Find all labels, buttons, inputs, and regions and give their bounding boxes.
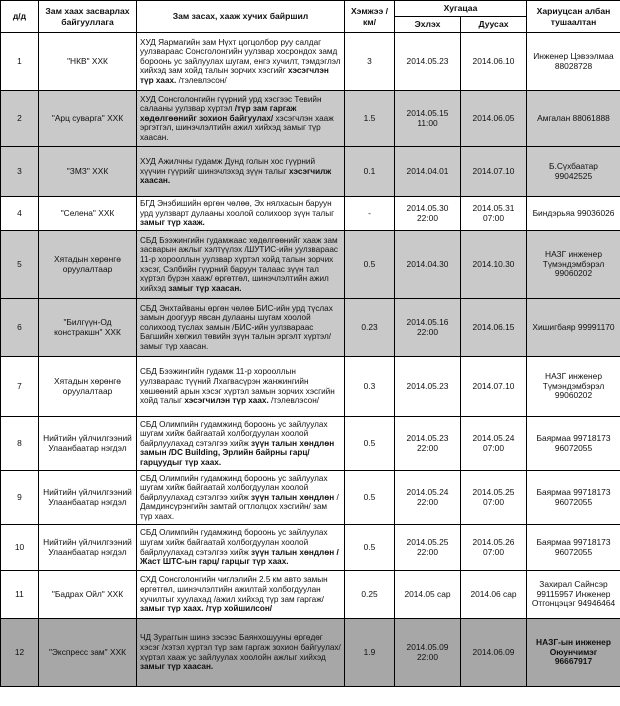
- table-row: [1, 231, 620, 299]
- row-desc: ЧД Зураггын шинэ зэсээс Баянхошууны өргөдөг хэсэг /хэтэл хүртэл түр зам гаргаж зохион байгуулах/ хүртэл хааж ус зайлуулах хоолойн ажлыг хийхэд замыг түр хаасан.: [137, 619, 345, 687]
- row-desc: СХД Сонсголонгийн чиглэлийн 2.5 км авто замын өргөтгөл, шинэчлэлтийн ажилтай холбогдуулан хучилтыг хуулахад /ажил хийхэд түр зам гаргаж/ замыг түр хаах. /түр хойшилсон/: [137, 571, 345, 619]
- row-org: "Селена" ХХК: [39, 197, 137, 231]
- row-size: 0.3: [345, 357, 395, 417]
- row-num: 3: [1, 147, 39, 197]
- row-size: 0.5: [345, 231, 395, 299]
- row-official: Захирал Сайнсэр 99115957 Инженер Отгонцэцэг 94946464: [527, 571, 620, 619]
- row-desc: СБД Бээжингийн гудамж 11-р хорооллын уулзвараас түүний Лхагвасүрэн жанжингийн хөшөөний арын хэсэг хүртэл замын зорчих хэсгийн хойд талыг хэсэгчилэн түр хаах. /тэлевлэсон/: [137, 357, 345, 417]
- header-num: д/д: [1, 1, 39, 33]
- row-org: Хятадын хөрөнгө оруулалтаар: [39, 357, 137, 417]
- row-org: Нийтийн үйлчилгээний Улаанбаатар нэгдэл: [39, 417, 137, 471]
- table-row: [1, 33, 620, 91]
- row-org: Нийтийн үйлчилгээний Улаанбаатар нэгдэл: [39, 471, 137, 525]
- row-num: 4: [1, 197, 39, 231]
- row-size: -: [345, 197, 395, 231]
- row-num: 6: [1, 299, 39, 357]
- row-size: 1.5: [345, 91, 395, 147]
- header-end: Дуусах: [461, 17, 527, 33]
- row-num: 11: [1, 571, 39, 619]
- header-location: Зам засах, хааж хучих байршил: [137, 1, 345, 33]
- row-desc: СБД Олимпийн гудамжинд бороонь ус зайлуулах шугам хийж байгаатай холбогдуулан хоолой байрлуулахад сэтэлгээ хийж зүүн талын хөндлөн замын /DC Building, Эрлийн байрны гарц/ гарцуудыг түр хаах.: [137, 417, 345, 471]
- row-end: 2014.10.30: [461, 231, 527, 299]
- row-official: НАЗГ-ын инженер Оюунчимэг 96667917: [527, 619, 620, 687]
- row-desc: СБД Олимпийн гудамжинд бороонь ус зайлуулах шугам хийж байгаатай холбогдуулан хоолой байрлуулахад сэтэлгээ хийж зүүн талын хөндлөн /Дамдинсүрэнгийн замтай огтлолцох хэсгийн/ зам түр хаах.: [137, 471, 345, 525]
- row-end: 2014.06.10: [461, 33, 527, 91]
- row-official: НАЗГ инженер Түмэндэмбэрэл 99060202: [527, 357, 620, 417]
- row-end: 2014.05.26 07:00: [461, 525, 527, 571]
- row-org: "Бадрах Ойл" ХХК: [39, 571, 137, 619]
- row-desc: СБД Бээжингийн гудамжаас хөдөлгөөнийг хааж зам засварын ажлыг хэлтүүлэх /ШУТИС-ийн уулзвараас 11-р хорооллын уулзвар хүртэл хойд талын зорчих хэсэг, Сэлбийн гүүрний баруун талаас зүүн тал хүртэл бүрэн хааж/ өргөтгөл, шинэчлэлтийн ажил хийхэд замыг түр хаасан.: [137, 231, 345, 299]
- row-end: 2014.06 сар: [461, 571, 527, 619]
- row-start: 2014.05.23: [395, 357, 461, 417]
- row-end: 2014.07.10: [461, 357, 527, 417]
- row-start: 2014.04.01: [395, 147, 461, 197]
- row-end: 2014.06.15: [461, 299, 527, 357]
- table-row: [1, 571, 620, 619]
- row-start: 2014.05.30 22:00: [395, 197, 461, 231]
- table-row: [1, 471, 620, 525]
- row-official: Б.Сүхбаатар 99042525: [527, 147, 620, 197]
- row-org: Нийтийн үйлчилгээний Улаанбаатар нэгдэл: [39, 525, 137, 571]
- row-start: 2014.05 сар: [395, 571, 461, 619]
- row-start: 2014.05.23 22:00: [395, 417, 461, 471]
- table-row: [1, 299, 620, 357]
- row-start: 2014.05.09 22:00: [395, 619, 461, 687]
- row-org: "Экспресс зам" ХХК: [39, 619, 137, 687]
- row-num: 1: [1, 33, 39, 91]
- row-start: 2014.05.16 22:00: [395, 299, 461, 357]
- row-official: Инженер Цэвээлмаа 88028728: [527, 33, 620, 91]
- row-size: 1.9: [345, 619, 395, 687]
- row-official: Биндэрьяа 99036026: [527, 197, 620, 231]
- header-period: Хугацаа: [395, 1, 527, 17]
- row-official: Баярмаа 99718173 96072055: [527, 471, 620, 525]
- row-end: 2014.07.10: [461, 147, 527, 197]
- row-num: 10: [1, 525, 39, 571]
- row-official: Баярмаа 99718173 96072055: [527, 525, 620, 571]
- row-desc: ХУД Ажилчны гудамж Дунд голын хос гүүрний хүүчин гүүрийг шинэчлэхэд зүүн талыг хэсэгчилж хаасан.: [137, 147, 345, 197]
- row-desc: СБД Олимпийн гудамжинд бороонь ус зайлуулах шугам хийж байгаатай холбогдуулан хоолой байрлуулахад сэтэлгээ хийж зүүн талын хөндлөн /Жаст ШТС-ын гарц/ гарцыг түр хаах.: [137, 525, 345, 571]
- row-num: 2: [1, 91, 39, 147]
- row-org: Хятадын хөрөнгө оруулалтаар: [39, 231, 137, 299]
- row-num: 7: [1, 357, 39, 417]
- row-desc: СБД Энхтайваны өргөн чөлөө БИС-ийн урд түслах замын доогуур явсан дулааны шугам хоолой солихоод түслах замын /БИС-ийн уулзвараас Багшийн хөгжил төвийн зүүн талын эргэлт хүртэл/ замыг түр хаасан.: [137, 299, 345, 357]
- table-row: [1, 417, 620, 471]
- row-size: 0.1: [345, 147, 395, 197]
- table-row: [1, 147, 620, 197]
- row-start: 2014.05.24 22:00: [395, 471, 461, 525]
- row-official: Баярмаа 99718173 96072055: [527, 417, 620, 471]
- row-size: 0.5: [345, 525, 395, 571]
- row-start: 2014.05.23: [395, 33, 461, 91]
- row-desc: ХУД Яармагийн зам Нүхт цогцолбор руу салдаг уулзвараас Сонсголонгийн уулзвар хосрондох замд бороонь ус зайлуулах шугам, енгэ хучилт, тэмдэглэл хийхэд зам хойд талын зорчих хэсгийг хэсэгчлэн түр хаах. /тэлевлэсон/: [137, 33, 345, 91]
- table-row: [1, 357, 620, 417]
- table-row: [1, 91, 620, 147]
- row-size: 0.5: [345, 471, 395, 525]
- row-desc: БГД Энэбишийн өргөн чөлөө, Эх нялхасын баруун урд уулзварт дулааны хоолой солихоор зүүн талыг замыг түр хааж.: [137, 197, 345, 231]
- header-org: Зам хаах засварлах байгууллага: [39, 1, 137, 33]
- row-start: 2014.04.30: [395, 231, 461, 299]
- header-official: Хариуцсан албан тушаалтан: [527, 1, 620, 33]
- row-num: 9: [1, 471, 39, 525]
- row-end: 2014.05.24 07:00: [461, 417, 527, 471]
- row-official: Хишигбаяр 99991170: [527, 299, 620, 357]
- row-size: 0.23: [345, 299, 395, 357]
- row-start: 2014.05.15 11:00: [395, 91, 461, 147]
- row-num: 8: [1, 417, 39, 471]
- row-size: 3: [345, 33, 395, 91]
- row-official: Амгалан 88061888: [527, 91, 620, 147]
- row-org: "Арц суварга" ХХК: [39, 91, 137, 147]
- row-end: 2014.06.05: [461, 91, 527, 147]
- row-end: 2014.05.25 07:00: [461, 471, 527, 525]
- row-official: НАЗГ инженер Түмэндэмбэрэл 99060202: [527, 231, 620, 299]
- row-desc: ХУД Сонсголонгийн гүүрний урд хэсгээс Тевийн салааны уулзвар хүртэл /түр зам гаргаж хөдөлгөөнийг зохион байгуулах/ хэсэгчлэн хааж эргэтгэл, шинэчлэлтийн ажил хийхэд замыг түр хаасан.: [137, 91, 345, 147]
- table-row: [1, 197, 620, 231]
- header-size: Хэмжээ /км/: [345, 1, 395, 33]
- row-end: 2014.06.09: [461, 619, 527, 687]
- row-org: "НКВ" ХХК: [39, 33, 137, 91]
- header-start: Эхлэх: [395, 17, 461, 33]
- row-num: 5: [1, 231, 39, 299]
- row-size: 0.5: [345, 417, 395, 471]
- row-end: 2014.05.31 07:00: [461, 197, 527, 231]
- row-size: 0.25: [345, 571, 395, 619]
- row-org: "Билгүүн-Од констракшн" ХХК: [39, 299, 137, 357]
- row-num: 12: [1, 619, 39, 687]
- row-start: 2014.05.25 22:00: [395, 525, 461, 571]
- row-org: "ЗМЗ" ХХК: [39, 147, 137, 197]
- table-row: [1, 525, 620, 571]
- table-row: [1, 619, 620, 687]
